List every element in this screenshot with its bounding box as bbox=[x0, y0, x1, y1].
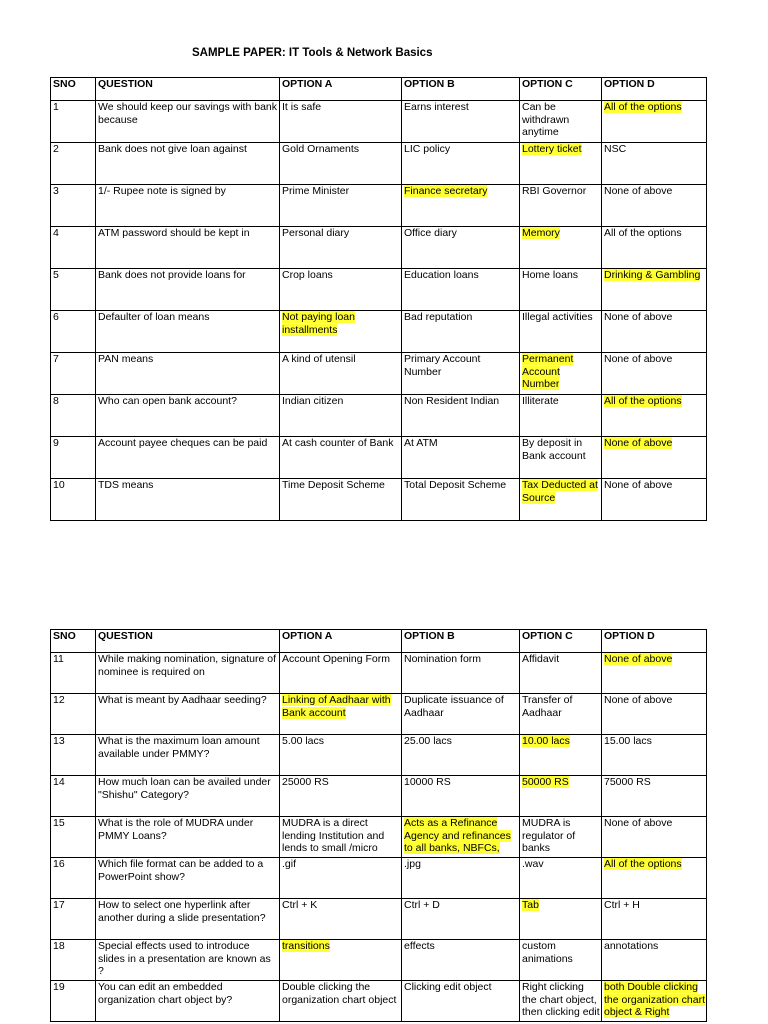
cell-option-b bbox=[402, 479, 520, 521]
cell-question bbox=[96, 353, 280, 395]
cell-option-b-text: Earns interest bbox=[404, 101, 469, 113]
cell-sno bbox=[51, 653, 96, 694]
header-option-b: OPTION B bbox=[402, 78, 520, 101]
cell-option-d bbox=[602, 311, 707, 353]
cell-sno-text: 13 bbox=[53, 735, 65, 747]
cell-sno-text: 3 bbox=[53, 185, 59, 197]
cell-option-d bbox=[602, 940, 707, 981]
cell-option-b-text: Duplicate issuance of Aadhaar bbox=[404, 694, 504, 719]
cell-option-c-answer bbox=[520, 353, 602, 395]
cell-option-c-text: Affidavit bbox=[522, 653, 560, 665]
cell-option-b-text: Primary Account Number bbox=[404, 353, 481, 378]
cell-sno bbox=[51, 817, 96, 858]
cell-question bbox=[96, 858, 280, 899]
cell-option-c-text: MUDRA is regulator of banks bbox=[522, 817, 576, 854]
cell-option-a bbox=[280, 858, 402, 899]
cell-option-b bbox=[402, 899, 520, 940]
cell-option-d bbox=[602, 776, 707, 817]
cell-sno bbox=[51, 940, 96, 981]
cell-question-text: Bank does not give loan against bbox=[98, 143, 247, 155]
cell-question bbox=[96, 311, 280, 353]
cell-question bbox=[96, 185, 280, 227]
question-table-1 bbox=[50, 77, 707, 521]
cell-sno bbox=[51, 981, 96, 1022]
cell-option-b-text: At ATM bbox=[404, 437, 438, 449]
cell-option-d bbox=[602, 899, 707, 940]
table-header-row bbox=[51, 630, 707, 653]
cell-option-d-text: None of above bbox=[604, 817, 673, 829]
cell-option-d bbox=[602, 353, 707, 395]
cell-option-b-text: Clicking edit object bbox=[404, 981, 492, 993]
cell-option-a bbox=[280, 653, 402, 694]
cell-option-b bbox=[402, 858, 520, 899]
cell-option-c bbox=[520, 817, 602, 858]
cell-option-c-text: RBI Governor bbox=[522, 185, 587, 197]
cell-question bbox=[96, 479, 280, 521]
cell-option-c bbox=[520, 940, 602, 981]
cell-option-c-text: By deposit in Bank account bbox=[522, 437, 586, 462]
cell-option-b bbox=[402, 227, 520, 269]
table-row bbox=[51, 395, 707, 437]
cell-sno-text: 16 bbox=[53, 858, 65, 870]
cell-sno bbox=[51, 143, 96, 185]
cell-sno bbox=[51, 395, 96, 437]
cell-sno-text: 14 bbox=[53, 776, 65, 788]
cell-question-text: What is the maximum loan amount available under PMMY? bbox=[98, 735, 260, 760]
cell-option-d-answer bbox=[602, 981, 707, 1022]
cell-option-a-text: MUDRA is a direct lending Institution and lends to small /micro bbox=[282, 817, 385, 854]
table-row bbox=[51, 269, 707, 311]
cell-option-c bbox=[520, 694, 602, 735]
cell-option-c-text: Illegal activities bbox=[522, 311, 593, 323]
header-question: QUESTION bbox=[96, 78, 280, 101]
cell-question-text: How to select one hyperlink after another during a slide presentation? bbox=[98, 899, 266, 924]
cell-sno bbox=[51, 269, 96, 311]
cell-option-b-text: LIC policy bbox=[404, 143, 451, 155]
cell-option-a bbox=[280, 101, 402, 143]
cell-question bbox=[96, 817, 280, 858]
cell-option-a-text: Not paying loan installments bbox=[282, 311, 355, 336]
header-question: QUESTION bbox=[96, 630, 280, 653]
cell-option-a bbox=[280, 143, 402, 185]
cell-option-a-text: Personal diary bbox=[282, 227, 350, 239]
cell-option-c bbox=[520, 437, 602, 479]
cell-option-b-text: .jpg bbox=[404, 858, 421, 870]
cell-option-a bbox=[280, 185, 402, 227]
table-header-row bbox=[51, 78, 707, 101]
cell-option-d-text: both Double clicking the organization chart object & Right bbox=[604, 981, 705, 1018]
cell-option-a bbox=[280, 269, 402, 311]
cell-option-a-text: Gold Ornaments bbox=[282, 143, 360, 155]
cell-option-d-text: All of the options bbox=[604, 858, 682, 870]
cell-sno-text: 10 bbox=[53, 479, 65, 491]
cell-option-b bbox=[402, 143, 520, 185]
cell-sno-text: 15 bbox=[53, 817, 65, 829]
cell-question bbox=[96, 395, 280, 437]
cell-option-a-text: Crop loans bbox=[282, 269, 333, 281]
cell-question bbox=[96, 981, 280, 1022]
cell-question bbox=[96, 269, 280, 311]
cell-option-a-text: A kind of utensil bbox=[282, 353, 356, 365]
cell-option-b bbox=[402, 101, 520, 143]
cell-option-b-text: Bad reputation bbox=[404, 311, 473, 323]
cell-option-c-text: Tax Deducted at Source bbox=[522, 479, 598, 504]
cell-option-a bbox=[280, 817, 402, 858]
cell-option-c bbox=[520, 269, 602, 311]
cell-question-text: While making nomination, signature of nominee is required on bbox=[98, 653, 277, 678]
cell-sno bbox=[51, 101, 96, 143]
table-row bbox=[51, 437, 707, 479]
cell-question-text: ATM password should be kept in bbox=[98, 227, 250, 239]
cell-option-c-answer bbox=[520, 899, 602, 940]
cell-option-c-text: 10.00 lacs bbox=[522, 735, 570, 747]
cell-option-a-text: It is safe bbox=[282, 101, 322, 113]
cell-option-d-text: NSC bbox=[604, 143, 627, 155]
cell-option-c bbox=[520, 981, 602, 1022]
cell-option-c-text: .wav bbox=[522, 858, 544, 870]
cell-option-a-text: .gif bbox=[282, 858, 297, 870]
cell-sno-text: 7 bbox=[53, 353, 59, 365]
cell-option-d-text: All of the options bbox=[604, 395, 682, 407]
cell-option-c bbox=[520, 185, 602, 227]
cell-option-a-text: 25000 RS bbox=[282, 776, 329, 788]
cell-option-b-text: Office diary bbox=[404, 227, 457, 239]
cell-option-b bbox=[402, 940, 520, 981]
cell-sno-text: 9 bbox=[53, 437, 59, 449]
cell-option-d-answer bbox=[602, 395, 707, 437]
cell-question-text: Who can open bank account? bbox=[98, 395, 237, 407]
cell-option-a bbox=[280, 437, 402, 479]
cell-option-a bbox=[280, 479, 402, 521]
cell-option-b bbox=[402, 437, 520, 479]
cell-option-a-text: Double clicking the organization chart object bbox=[282, 981, 397, 1006]
cell-question-text: Which file format can be added to a PowerPoint show? bbox=[98, 858, 264, 883]
cell-sno bbox=[51, 185, 96, 227]
cell-option-a-text: Time Deposit Scheme bbox=[282, 479, 385, 491]
cell-option-b-text: Education loans bbox=[404, 269, 479, 281]
cell-option-b bbox=[402, 395, 520, 437]
cell-option-b bbox=[402, 735, 520, 776]
cell-sno-text: 8 bbox=[53, 395, 59, 407]
cell-sno bbox=[51, 858, 96, 899]
cell-option-a-text: 5.00 lacs bbox=[282, 735, 325, 747]
cell-option-b-text: Acts as a Refinance Agency and refinances to all banks, NBFCs, bbox=[404, 817, 511, 854]
table-row bbox=[51, 940, 707, 981]
cell-question bbox=[96, 143, 280, 185]
cell-sno-text: 11 bbox=[53, 653, 64, 665]
cell-option-b bbox=[402, 776, 520, 817]
cell-sno-text: 2 bbox=[53, 143, 59, 155]
cell-sno-text: 4 bbox=[53, 227, 59, 239]
cell-option-a bbox=[280, 353, 402, 395]
table-row bbox=[51, 353, 707, 395]
cell-question-text: Defaulter of loan means bbox=[98, 311, 210, 323]
cell-option-c-answer bbox=[520, 776, 602, 817]
cell-option-d-text: 15.00 lacs bbox=[604, 735, 652, 747]
cell-option-c bbox=[520, 858, 602, 899]
header-option-d: OPTION D bbox=[602, 630, 707, 653]
cell-option-a-text: Account Opening Form bbox=[282, 653, 390, 665]
cell-option-c-text: Permanent Account Number bbox=[522, 353, 574, 390]
cell-option-a-answer bbox=[280, 311, 402, 353]
cell-option-b bbox=[402, 653, 520, 694]
cell-question bbox=[96, 101, 280, 143]
cell-option-b bbox=[402, 694, 520, 735]
cell-question-text: TDS means bbox=[98, 479, 154, 491]
cell-option-b bbox=[402, 981, 520, 1022]
cell-option-c-text: Right clicking the chart object, then clicking edit bbox=[522, 981, 600, 1018]
table-row bbox=[51, 735, 707, 776]
cell-sno-text: 17 bbox=[53, 899, 65, 911]
cell-option-b-text: 25.00 lacs bbox=[404, 735, 452, 747]
cell-option-c-text: Lottery ticket bbox=[522, 143, 582, 155]
cell-option-d-answer bbox=[602, 653, 707, 694]
header-sno: SNO bbox=[51, 78, 96, 101]
cell-sno-text: 5 bbox=[53, 269, 59, 281]
cell-option-c-text: 50000 RS bbox=[522, 776, 569, 788]
cell-sno bbox=[51, 694, 96, 735]
cell-sno bbox=[51, 776, 96, 817]
cell-option-d-answer bbox=[602, 269, 707, 311]
cell-option-d-text: None of above bbox=[604, 653, 673, 665]
cell-sno-text: 18 bbox=[53, 940, 65, 952]
cell-option-a-text: Ctrl + K bbox=[282, 899, 318, 911]
cell-option-d bbox=[602, 143, 707, 185]
cell-option-d-text: None of above bbox=[604, 311, 673, 323]
table-row bbox=[51, 858, 707, 899]
cell-question-text: Bank does not provide loans for bbox=[98, 269, 246, 281]
cell-option-b-answer bbox=[402, 185, 520, 227]
cell-option-d-answer bbox=[602, 101, 707, 143]
cell-question bbox=[96, 940, 280, 981]
cell-option-c-answer bbox=[520, 735, 602, 776]
header-option-d: OPTION D bbox=[602, 78, 707, 101]
cell-sno bbox=[51, 227, 96, 269]
cell-option-c bbox=[520, 101, 602, 143]
table-row bbox=[51, 143, 707, 185]
cell-option-b-text: Nomination form bbox=[404, 653, 482, 665]
cell-option-b-text: Non Resident Indian bbox=[404, 395, 500, 407]
table-row bbox=[51, 817, 707, 858]
cell-question bbox=[96, 653, 280, 694]
cell-option-a bbox=[280, 735, 402, 776]
cell-option-c-text: Home loans bbox=[522, 269, 579, 281]
header-option-c: OPTION C bbox=[520, 78, 602, 101]
table-row bbox=[51, 981, 707, 1022]
cell-question-text: Account payee cheques can be paid bbox=[98, 437, 268, 449]
cell-sno bbox=[51, 899, 96, 940]
cell-option-d-text: All of the options bbox=[604, 227, 682, 239]
cell-question-text: Special effects used to introduce slides in a presentation are known as ? bbox=[98, 940, 271, 977]
cell-option-b-text: effects bbox=[404, 940, 435, 952]
cell-option-d-text: All of the options bbox=[604, 101, 682, 113]
cell-option-b-text: Finance secretary bbox=[404, 185, 488, 197]
cell-option-a bbox=[280, 981, 402, 1022]
cell-question bbox=[96, 437, 280, 479]
header-option-c: OPTION C bbox=[520, 630, 602, 653]
cell-option-b bbox=[402, 269, 520, 311]
cell-option-d bbox=[602, 479, 707, 521]
cell-question bbox=[96, 227, 280, 269]
cell-option-d-text: None of above bbox=[604, 694, 673, 706]
cell-option-d-answer bbox=[602, 437, 707, 479]
cell-option-d-answer bbox=[602, 858, 707, 899]
cell-option-b bbox=[402, 353, 520, 395]
header-option-a: OPTION A bbox=[280, 78, 402, 101]
cell-sno-text: 12 bbox=[53, 694, 65, 706]
cell-option-a bbox=[280, 776, 402, 817]
cell-question-text: What is the role of MUDRA under PMMY Loans? bbox=[98, 817, 254, 842]
cell-question bbox=[96, 776, 280, 817]
cell-option-a bbox=[280, 899, 402, 940]
header-sno: SNO bbox=[51, 630, 96, 653]
table-row bbox=[51, 227, 707, 269]
cell-option-c-answer bbox=[520, 227, 602, 269]
table-row bbox=[51, 101, 707, 143]
cell-option-d-text: Drinking & Gambling bbox=[604, 269, 701, 281]
cell-option-d bbox=[602, 817, 707, 858]
cell-question-text: We should keep our savings with bank because bbox=[98, 101, 277, 126]
cell-option-d-text: None of above bbox=[604, 353, 673, 365]
cell-question bbox=[96, 694, 280, 735]
cell-option-d bbox=[602, 735, 707, 776]
cell-option-c-text: Tab bbox=[522, 899, 539, 911]
cell-option-b bbox=[402, 311, 520, 353]
cell-question-text: PAN means bbox=[98, 353, 154, 365]
cell-option-d-text: None of above bbox=[604, 479, 673, 491]
page-title: SAMPLE PAPER: IT Tools & Network Basics bbox=[192, 47, 433, 59]
table-row bbox=[51, 899, 707, 940]
cell-sno bbox=[51, 437, 96, 479]
cell-option-d-text: 75000 RS bbox=[604, 776, 651, 788]
cell-option-c bbox=[520, 653, 602, 694]
cell-option-b-text: Total Deposit Scheme bbox=[404, 479, 507, 491]
cell-option-c-text: Can be withdrawn anytime bbox=[522, 101, 570, 138]
table-row bbox=[51, 653, 707, 694]
cell-option-a bbox=[280, 395, 402, 437]
header-option-a: OPTION A bbox=[280, 630, 402, 653]
cell-option-a-text: Prime Minister bbox=[282, 185, 350, 197]
cell-question bbox=[96, 899, 280, 940]
cell-sno bbox=[51, 479, 96, 521]
cell-option-c-text: Illiterate bbox=[522, 395, 559, 407]
cell-option-d bbox=[602, 185, 707, 227]
cell-question-text: You can edit an embedded organization chart object by? bbox=[98, 981, 233, 1006]
cell-option-c bbox=[520, 395, 602, 437]
cell-option-a-answer bbox=[280, 940, 402, 981]
cell-option-d bbox=[602, 227, 707, 269]
cell-question-text: What is meant by Aadhaar seeding? bbox=[98, 694, 267, 706]
cell-sno-text: 1 bbox=[53, 101, 59, 113]
cell-question-text: How much loan can be availed under "Shishu" Category? bbox=[98, 776, 271, 801]
cell-option-c-text: custom animations bbox=[522, 940, 573, 965]
cell-option-a-text: transitions bbox=[282, 940, 330, 952]
header-option-b: OPTION B bbox=[402, 630, 520, 653]
cell-option-c bbox=[520, 311, 602, 353]
cell-sno bbox=[51, 735, 96, 776]
cell-sno bbox=[51, 311, 96, 353]
cell-option-a-text: Linking of Aadhaar with Bank account bbox=[282, 694, 391, 719]
cell-sno-text: 6 bbox=[53, 311, 59, 323]
cell-option-d-text: annotations bbox=[604, 940, 659, 952]
cell-option-a-answer bbox=[280, 694, 402, 735]
cell-question bbox=[96, 735, 280, 776]
cell-option-d-text: None of above bbox=[604, 185, 673, 197]
cell-option-a-text: At cash counter of Bank bbox=[282, 437, 394, 449]
table-row bbox=[51, 776, 707, 817]
cell-option-b-text: Ctrl + D bbox=[404, 899, 440, 911]
question-table-2 bbox=[50, 629, 707, 1022]
cell-question-text: 1/- Rupee note is signed by bbox=[98, 185, 226, 197]
cell-sno-text: 19 bbox=[53, 981, 65, 993]
table-row bbox=[51, 311, 707, 353]
cell-option-c-answer bbox=[520, 143, 602, 185]
cell-option-d-text: Ctrl + H bbox=[604, 899, 640, 911]
table-row bbox=[51, 694, 707, 735]
cell-option-c-text: Memory bbox=[522, 227, 560, 239]
cell-option-a bbox=[280, 227, 402, 269]
cell-option-b-text: 10000 RS bbox=[404, 776, 451, 788]
cell-option-b-answer bbox=[402, 817, 520, 858]
cell-sno bbox=[51, 353, 96, 395]
cell-option-c-text: Transfer of Aadhaar bbox=[522, 694, 573, 719]
cell-option-d-text: None of above bbox=[604, 437, 673, 449]
cell-option-c-answer bbox=[520, 479, 602, 521]
table-row bbox=[51, 185, 707, 227]
table-row bbox=[51, 479, 707, 521]
cell-option-a-text: Indian citizen bbox=[282, 395, 344, 407]
cell-option-d bbox=[602, 694, 707, 735]
